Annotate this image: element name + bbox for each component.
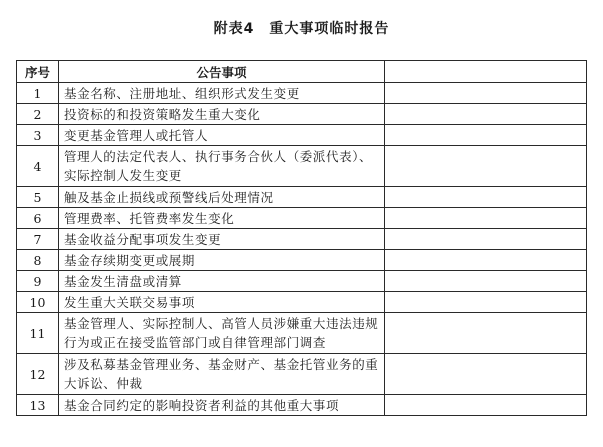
disclosure-table bbox=[16, 60, 587, 416]
row-blank-cell bbox=[385, 83, 587, 104]
row-blank-cell bbox=[385, 271, 587, 292]
row-item: 管理费率、托管费率发生变化 bbox=[59, 208, 385, 229]
row-blank-cell bbox=[385, 395, 587, 416]
table-row bbox=[17, 146, 587, 187]
row-blank-cell bbox=[385, 104, 587, 125]
header-blank bbox=[385, 61, 587, 83]
table-row bbox=[17, 354, 587, 395]
row-blank-cell bbox=[385, 250, 587, 271]
row-number: 13 bbox=[17, 395, 59, 416]
row-item: 基金存续期变更或展期 bbox=[59, 250, 385, 271]
row-number: 12 bbox=[17, 354, 59, 395]
row-blank-cell bbox=[385, 187, 587, 208]
row-blank-cell bbox=[385, 313, 587, 354]
row-item: 触及基金止损线或预警线后处理情况 bbox=[59, 187, 385, 208]
table-row bbox=[17, 250, 587, 271]
row-item: 管理人的法定代表人、执行事务合伙人（委派代表）、实际控制人发生变更 bbox=[59, 146, 385, 187]
row-number: 7 bbox=[17, 229, 59, 250]
row-number: 5 bbox=[17, 187, 59, 208]
table-row bbox=[17, 208, 587, 229]
row-blank-cell bbox=[385, 125, 587, 146]
row-item: 发生重大关联交易事项 bbox=[59, 292, 385, 313]
row-blank-cell bbox=[385, 229, 587, 250]
row-item: 基金发生清盘或清算 bbox=[59, 271, 385, 292]
row-item: 投资标的和投资策略发生重大变化 bbox=[59, 104, 385, 125]
row-number: 2 bbox=[17, 104, 59, 125]
table-row bbox=[17, 271, 587, 292]
row-item: 基金管理人、实际控制人、高管人员涉嫌重大违法违规行为或正在接受监管部门或自律管理部门调查 bbox=[59, 313, 385, 354]
table-row bbox=[17, 104, 587, 125]
table-row bbox=[17, 125, 587, 146]
row-number: 11 bbox=[17, 313, 59, 354]
report-title: 附表4 重大事项临时报告 bbox=[213, 21, 390, 37]
row-number: 9 bbox=[17, 271, 59, 292]
row-item: 基金名称、注册地址、组织形式发生变更 bbox=[59, 83, 385, 104]
table-row bbox=[17, 229, 587, 250]
row-number: 1 bbox=[17, 83, 59, 104]
table-row bbox=[17, 83, 587, 104]
row-number: 6 bbox=[17, 208, 59, 229]
table-header-row bbox=[17, 61, 587, 83]
header-item: 公告事项 bbox=[59, 61, 385, 83]
row-number: 3 bbox=[17, 125, 59, 146]
row-blank-cell bbox=[385, 146, 587, 187]
table-row bbox=[17, 313, 587, 354]
row-item: 基金收益分配事项发生变更 bbox=[59, 229, 385, 250]
row-number: 8 bbox=[17, 250, 59, 271]
row-blank-cell bbox=[385, 208, 587, 229]
row-item: 基金合同约定的影响投资者利益的其他重大事项 bbox=[59, 395, 385, 416]
table-row bbox=[17, 292, 587, 313]
row-number: 4 bbox=[17, 146, 59, 187]
row-item: 变更基金管理人或托管人 bbox=[59, 125, 385, 146]
header-number: 序号 bbox=[17, 61, 59, 83]
row-blank-cell bbox=[385, 292, 587, 313]
row-blank-cell bbox=[385, 354, 587, 395]
table-row bbox=[17, 187, 587, 208]
row-number: 10 bbox=[17, 292, 59, 313]
row-item: 涉及私募基金管理业务、基金财产、基金托管业务的重大诉讼、仲裁 bbox=[59, 354, 385, 395]
table-row bbox=[17, 395, 587, 416]
